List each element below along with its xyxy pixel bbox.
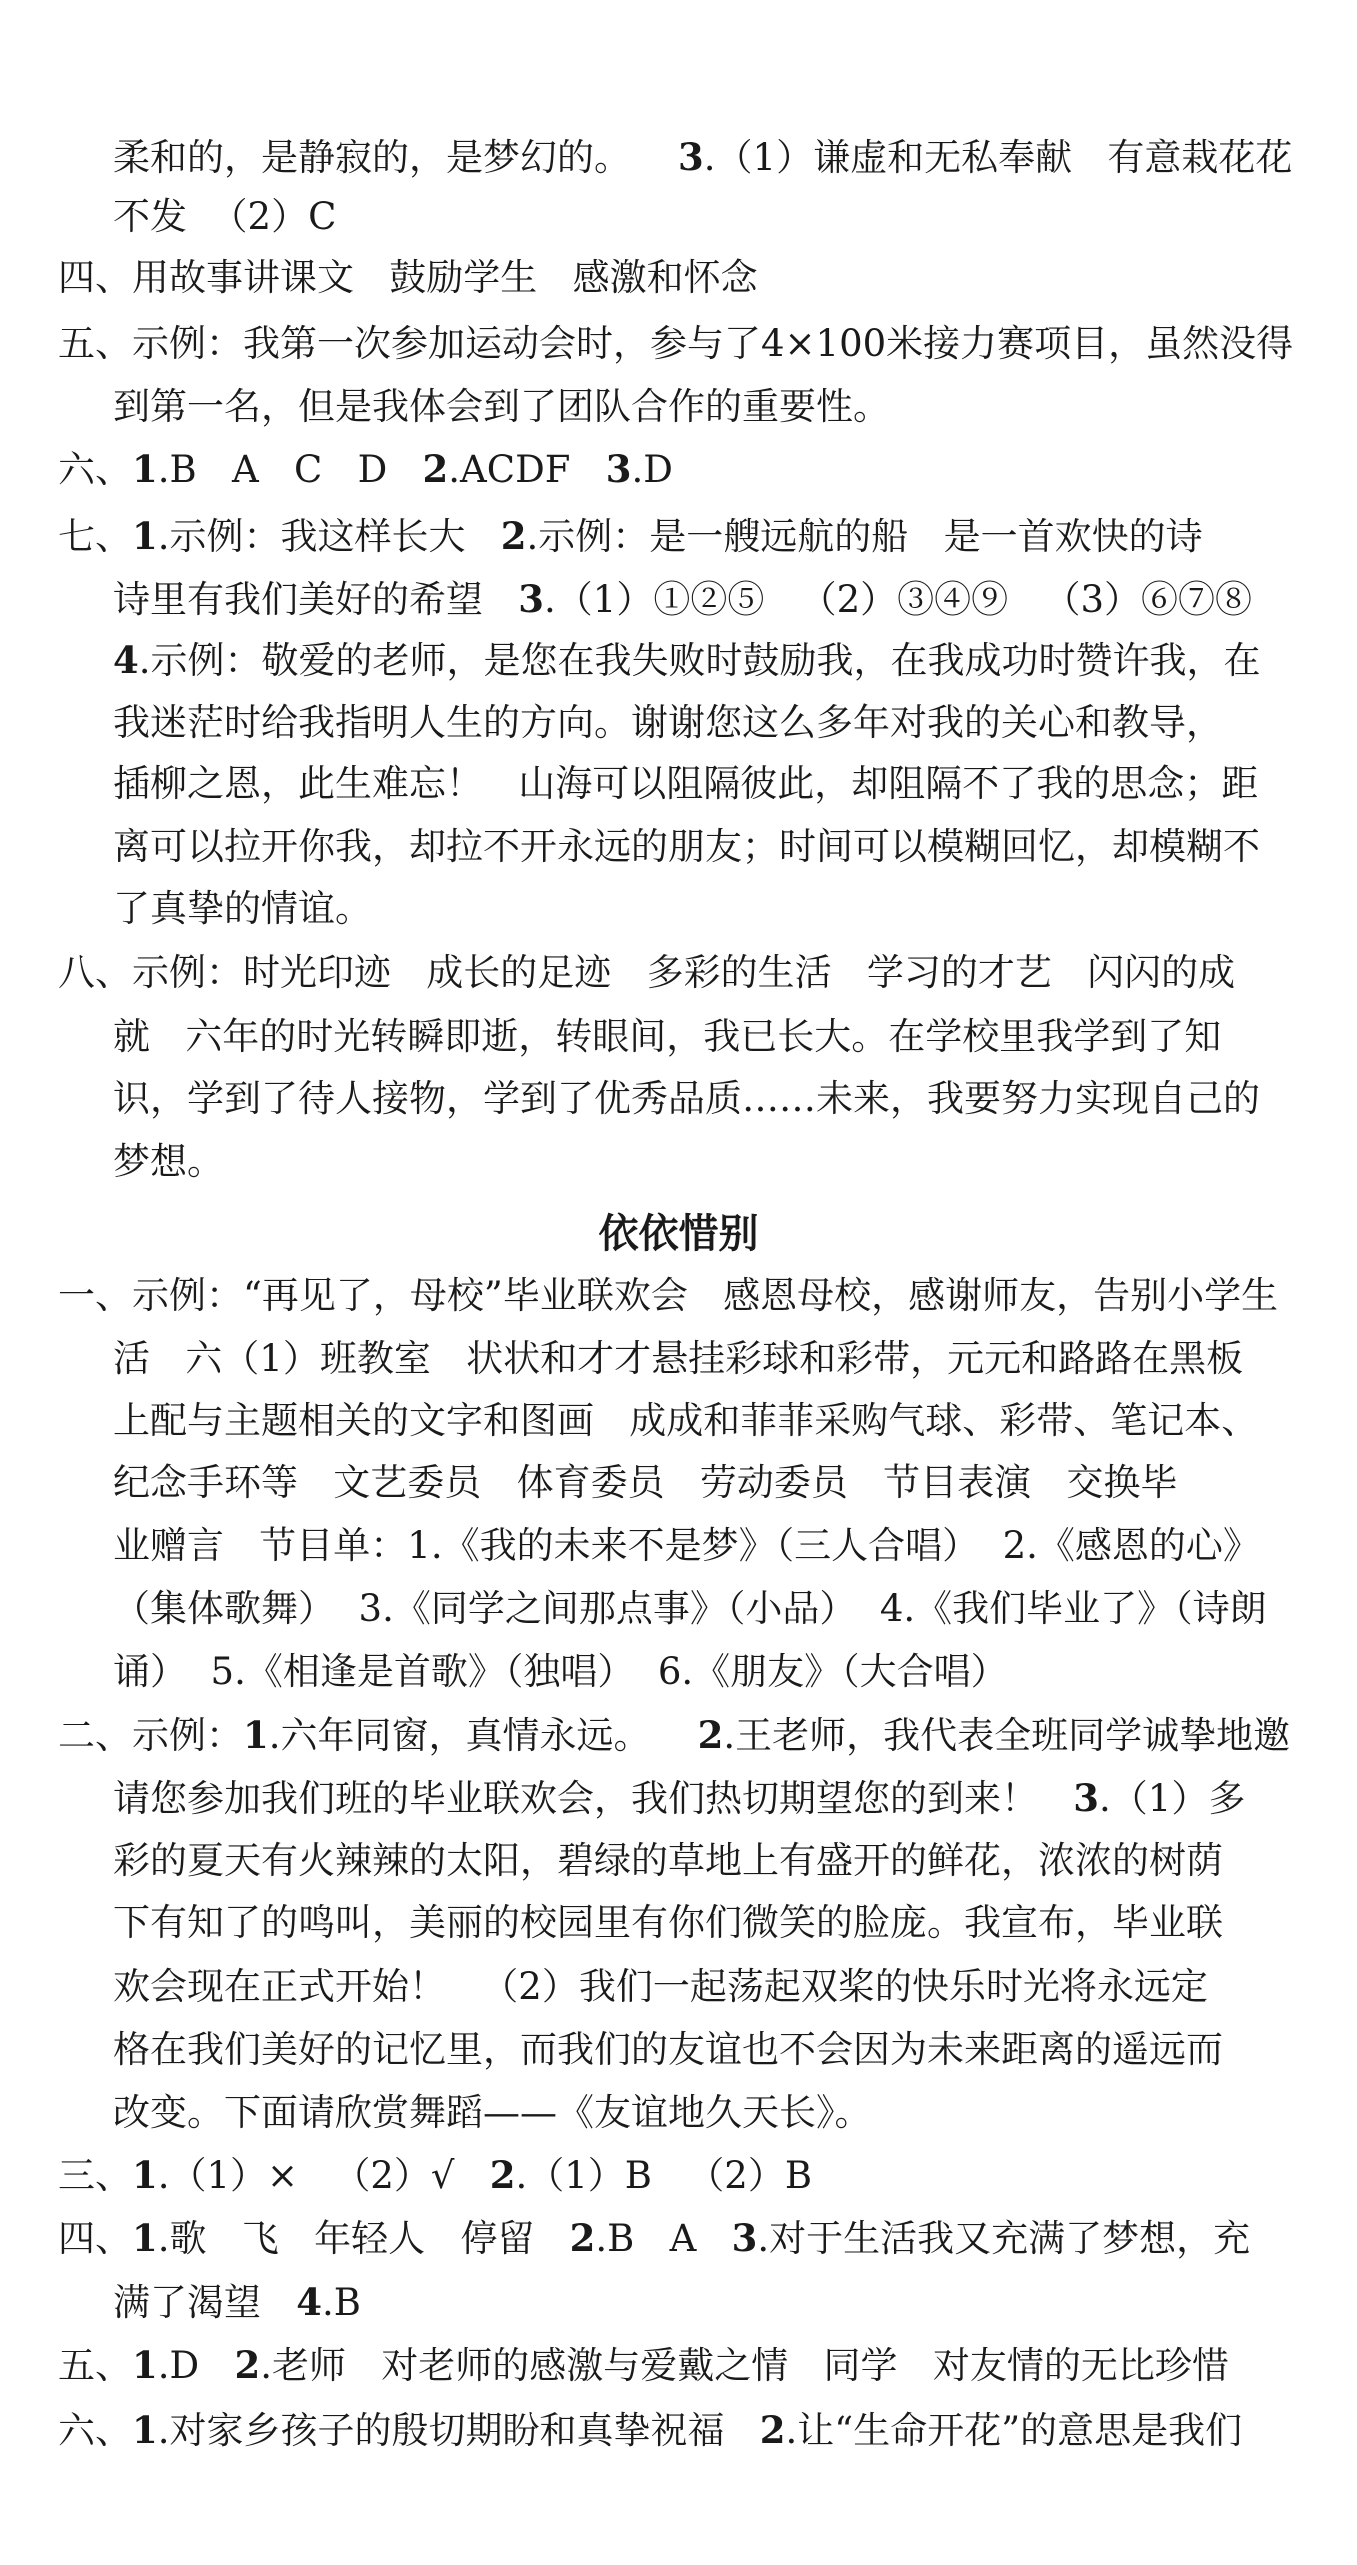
answer-text: 改变。下面请欣赏舞蹈——《友谊地久天长》。 [113, 2091, 872, 2134]
answer-text: 七、 [58, 515, 132, 558]
answer-text: 诗里有我们美好的希望 [113, 578, 519, 621]
answer-text: 离可以拉开你我，却拉不开永远的朋友；时间可以模糊回忆，却模糊不 [113, 825, 1260, 868]
answer-line [0, 2270, 1357, 2334]
question-number: 3 [1073, 1776, 1100, 1820]
answer-text: .（1）B （2）B [515, 2154, 813, 2197]
answer-text: 我迷茫时给我指明人生的方向。谢谢您这么多年对我的关心和教导， [113, 701, 1223, 744]
question-number: 4 [296, 2280, 323, 2324]
answer-text: 了真挚的情谊。 [113, 887, 372, 930]
answer-text: 不发 （2）C [113, 195, 337, 238]
answer-line [0, 185, 1357, 249]
question-number: 1 [132, 514, 158, 558]
answer-text: .示例：我这样长大 [157, 515, 501, 558]
answer-text: .对于生活我又充满了梦想，充 [757, 2217, 1251, 2260]
answer-text: 满了渴望 [113, 2281, 297, 2324]
answer-text: 三、 [58, 2154, 132, 2197]
answer-text: .（1）谦虚和无私奉献 有意栽花花 [703, 136, 1293, 179]
answer-text: 识，学到了待人接物，学到了优秀品质……未来，我要努力实现自己的 [113, 1077, 1260, 1120]
answer-line [0, 246, 1357, 310]
answer-text: .D [631, 448, 673, 491]
answer-text: 梦想。 [113, 1140, 224, 1183]
answer-text: 活 六（1）班教室 状状和才才悬挂彩球和彩带，元元和路路在黑板 [113, 1337, 1244, 1380]
answer-text: 八、示例：时光印迹 成长的足迹 多彩的生活 学习的才艺 闪闪的成 [58, 951, 1236, 994]
answer-text: 彩的夏天有火辣辣的太阳，碧绿的草地上有盛开的鲜花，浓浓的树荫 [113, 1839, 1223, 1882]
answer-text: .B A [595, 2217, 732, 2260]
answer-text: （集体歌舞） 3.《同学之间那点事》（小品） 4.《我们毕业了》（诗朗 [113, 1587, 1267, 1630]
answer-text: .王老师，我代表全班同学诚挚地邀 [723, 1714, 1291, 1757]
answer-text: 四、 [58, 2217, 132, 2260]
answer-line [0, 628, 1357, 692]
question-number: 1 [132, 2216, 158, 2260]
answer-text: .六年同窗，真情永远。 [268, 1714, 698, 1757]
answer-text: .示例：是一艘远航的船 是一首欢快的诗 [526, 515, 1203, 558]
question-number: 3 [605, 447, 632, 491]
answer-text: 业赠言 节目单：1.《我的未来不是梦》（三人合唱） 2.《感恩的心》 [113, 1524, 1260, 1567]
answer-line [0, 1327, 1357, 1391]
answer-text: .（1）多 [1099, 1777, 1246, 1820]
answer-line [0, 1005, 1357, 1069]
answer-text: .B A C D [157, 448, 423, 491]
answer-line [0, 1451, 1357, 1515]
answer-text: .示例：敬爱的老师，是您在我失败时鼓励我，在我成功时赞许我，在 [138, 639, 1261, 682]
question-number: 2 [697, 1713, 724, 1757]
answer-text: .老师 对老师的感激与爱戴之情 同学 对友情的无比珍惜 [260, 2344, 1229, 2387]
question-number: 3 [518, 577, 545, 621]
answer-text: 五、示例：我第一次参加运动会时，参与了4×100米接力赛项目，虽然没得 [58, 322, 1294, 365]
answer-text: 柔和的，是静寂的，是梦幻的。 [113, 136, 679, 179]
answer-line [0, 1640, 1357, 1704]
answer-line [0, 375, 1357, 439]
answer-text: 上配与主题相关的文字和图画 成成和菲菲采购气球、彩带、笔记本、 [113, 1399, 1259, 1442]
answer-text: .（1）①②⑤ （2）③④⑨ （3）⑥⑦⑧ [544, 578, 1252, 621]
answer-text: .B [322, 2281, 361, 2324]
answer-text: 到第一名，但是我体会到了团队合作的重要性。 [113, 385, 890, 428]
question-number: 2 [489, 2153, 516, 2197]
answer-text: 六、 [58, 448, 132, 491]
answer-line [0, 312, 1357, 376]
question-number: 3 [678, 135, 704, 179]
answer-text: 诵） 5.《相逢是首歌》（独唱） 6.《朋友》（大合唱） [113, 1650, 1008, 1693]
question-number: 2 [422, 447, 449, 491]
answer-line [0, 1067, 1357, 1131]
answer-line [0, 877, 1357, 941]
question-number: 2 [759, 2408, 786, 2452]
answer-text: .（1）× （2）√ [157, 2154, 490, 2197]
answer-text: 请您参加我们班的毕业联欢会，我们热切期望您的到来！ [113, 1777, 1074, 1820]
answer-text: 六、 [58, 2409, 132, 2452]
answer-text: .D [157, 2344, 235, 2387]
answer-text: 插柳之恩，此生难忘！ 山海可以阻隔彼此，却阻隔不了我的思念；距 [113, 762, 1259, 805]
answer-line [0, 2143, 1357, 2207]
answer-text: .让“生命开花”的意思是我们 [785, 2409, 1243, 2452]
answer-text: 就 六年的时光转瞬即逝，转眼间，我已长大。在学校里我学到了知 [113, 1015, 1222, 1058]
answer-text: 四、用故事讲课文 鼓励学生 感激和怀念 [58, 256, 758, 299]
answer-text: 下有知了的鸣叫，美丽的校园里有你们微笑的脸庞。我宣布，毕业联 [113, 1901, 1223, 1944]
question-number: 4 [113, 638, 139, 682]
answer-line [0, 1130, 1357, 1194]
answer-line [0, 1264, 1357, 1328]
answer-line [0, 1514, 1357, 1578]
answer-text: .对家乡孩子的殷切期盼和真挚祝福 [157, 2409, 760, 2452]
answer-text: 纪念手环等 文艺委员 体育委员 劳动委员 节目表演 交换毕 [113, 1461, 1178, 1504]
answer-line [0, 691, 1357, 755]
answer-text: 欢会现在正式开始！ （2）我们一起荡起双桨的快乐时光将永远定 [113, 1965, 1208, 2008]
answer-line [0, 437, 1357, 501]
answer-line [0, 2398, 1357, 2462]
answer-line [0, 2206, 1357, 2270]
answer-text: .歌 飞 年轻人 停留 [157, 2217, 570, 2260]
question-number: 3 [731, 2216, 758, 2260]
answer-line [0, 1891, 1357, 1955]
answer-line [0, 1703, 1357, 1767]
answer-line [0, 2333, 1357, 2397]
answer-line [0, 2018, 1357, 2082]
question-number: 1 [132, 2343, 158, 2387]
answer-text: 格在我们美好的记忆里，而我们的友谊也不会因为未来距离的遥远而 [113, 2028, 1223, 2071]
answer-text: 二、示例： [58, 1714, 243, 1757]
answer-line [0, 752, 1357, 816]
answer-line [0, 1389, 1357, 1453]
question-number: 2 [500, 514, 527, 558]
answer-line [0, 504, 1357, 568]
question-number: 1 [132, 447, 158, 491]
answer-text: 一、示例：“再见了，母校”毕业联欢会 感恩母校，感谢师友，告别小学生 [58, 1274, 1279, 1317]
section-title: 依依惜别 [598, 1211, 759, 1257]
answer-text: 五、 [58, 2344, 132, 2387]
answer-line [0, 1577, 1357, 1641]
answer-line [0, 941, 1357, 1005]
answer-line [0, 125, 1357, 189]
question-number: 2 [569, 2216, 596, 2260]
answer-line [0, 567, 1357, 631]
question-number: 1 [243, 1713, 269, 1757]
answer-text: .ACDF [448, 448, 606, 491]
answer-line [0, 1829, 1357, 1893]
answer-line [0, 1766, 1357, 1830]
question-number: 1 [132, 2153, 158, 2197]
question-number: 1 [132, 2408, 158, 2452]
answer-line [0, 2081, 1357, 2145]
question-number: 2 [234, 2343, 261, 2387]
answer-line [0, 1955, 1357, 2019]
answer-line [0, 815, 1357, 879]
